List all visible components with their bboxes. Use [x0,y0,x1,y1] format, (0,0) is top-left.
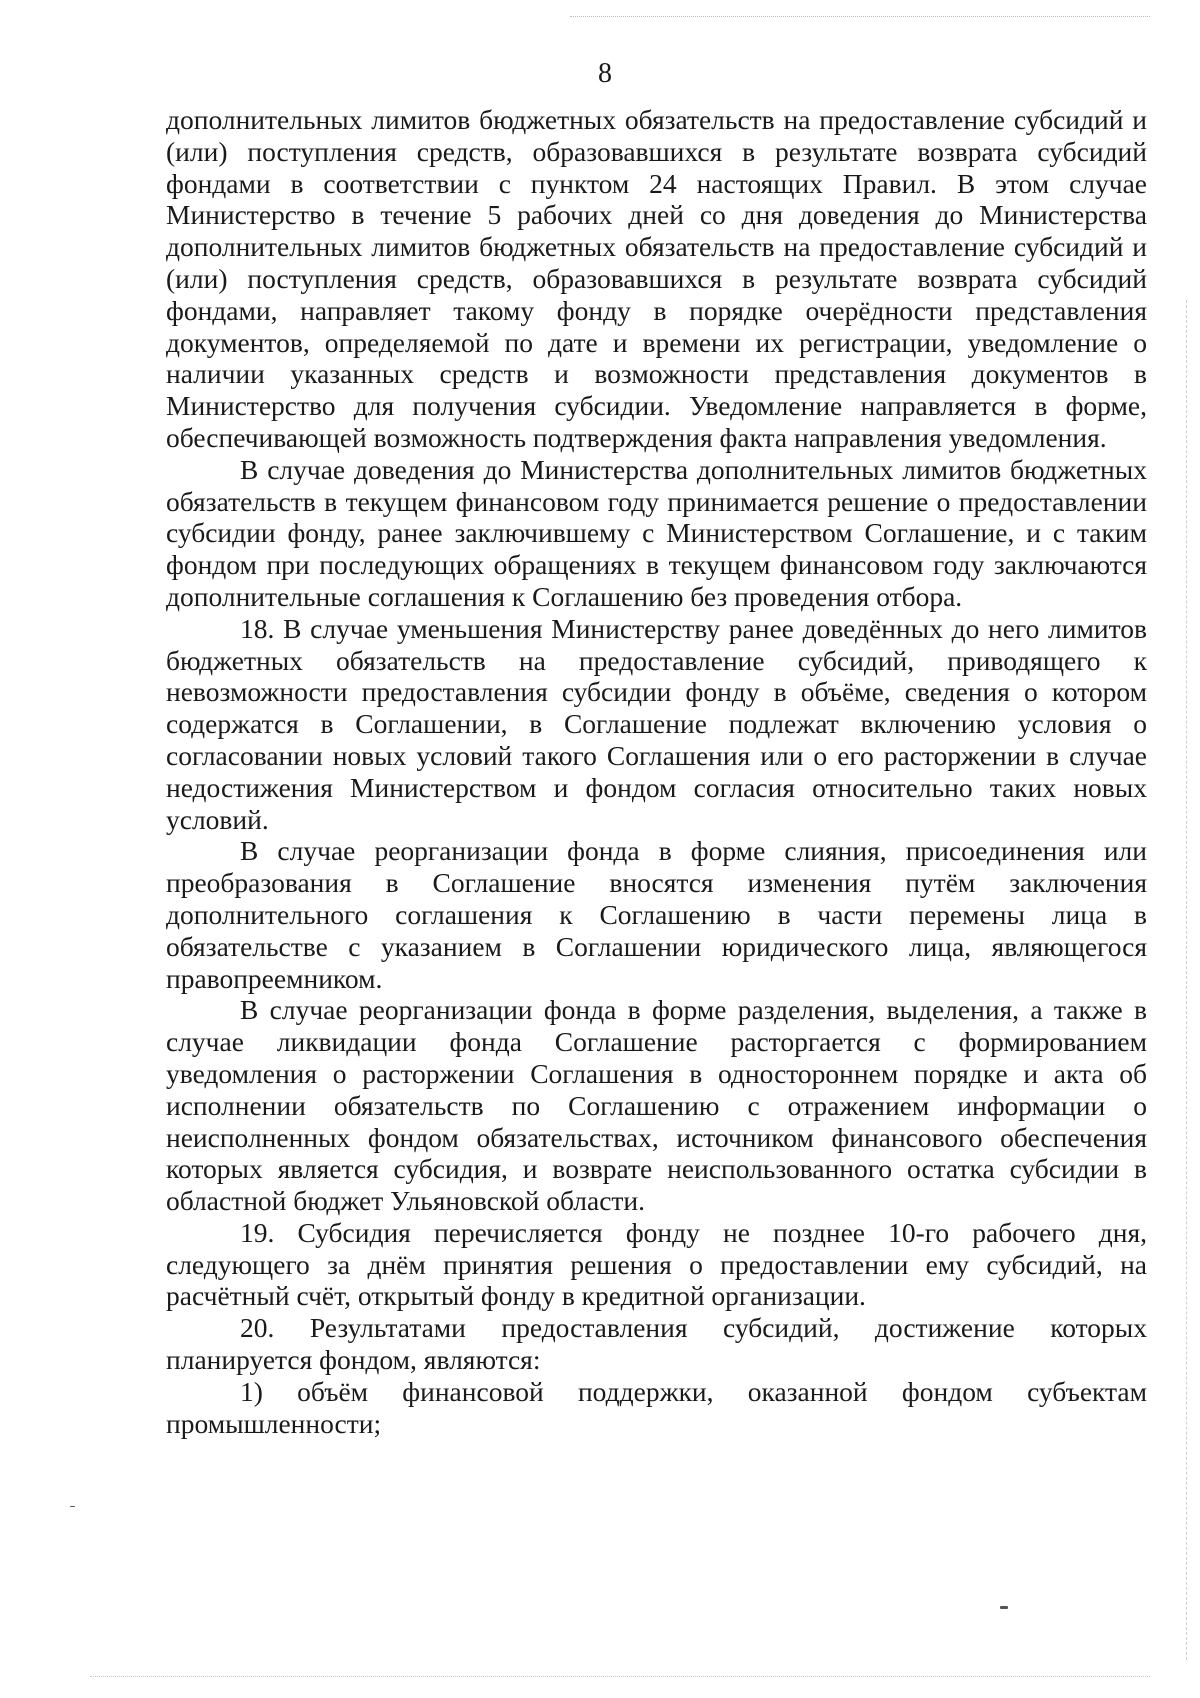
paragraph-result-1: 1) объём финансовой поддержки, оказанной фондом субъектам промышленности; [166,1375,1147,1439]
page-number: 8 [598,58,612,89]
paragraph-additional-limits: В случае доведения до Министерства дополнительных лимитов бюджетных обязательств в текущем финансовом году принимается решение о предоставлении субсидии фонду, ранее заключившему с Министерством Соглашение, и с таким фондом при последующих обращениях в текущем финансовом году заключаются дополнительные соглашения к Соглашению без проведения отбора. [166,453,1147,612]
scan-speck [1000,1606,1008,1609]
paragraph-item-18: 18. В случае уменьшения Министерству ранее доведённых до него лимитов бюджетных обязательств на предоставление субсидий, приводящего к невозможности предоставления субсидии фонду в объёме, сведения о котором содержатся в Соглашении, в Соглашение подлежат включению условия о согласовании новых условий такого Соглашения или о его расторжении в случае недостижения Министерством и фондом согласия относительно таких новых условий. [166,612,1147,835]
document-body [166,104,1147,1439]
paragraph-reorganization-division: В случае реорганизации фонда в форме разделения, выделения, а также в случае ликвидации фонда Соглашение расторгается с формированием уведомления о расторжении Соглашения в одностороннем порядке и акта об исполнении обязательств по Соглашению с отражением информации о неисполненных фондом обязательствах, источником финансового обеспечения которых является субсидия, и возврате неиспользованного остатка субсидии в областной бюджет Ульяновской области. [166,994,1147,1217]
paragraph-reorganization-merger: В случае реорганизации фонда в форме слияния, присоединения или преобразования в Соглашение вносятся изменения путём заключения дополнительного соглашения к Соглашению в части перемены лица в обязательстве с указанием в Соглашении юридического лица, являющегося правопреемником. [166,835,1147,994]
scan-edge-top [570,16,1150,17]
paragraph-item-20: 20. Результатами предоставления субсидий, достижение которых планируется фондом, являются: [166,1312,1147,1376]
scan-edge-bottom [90,1676,1150,1677]
scan-edge-right [1186,300,1187,1660]
paragraph-continuation: дополнительных лимитов бюджетных обязательств на предоставление субсидий и (или) поступления средств, образовавшихся в результате возврата субсидий фондами в соответствии с пунктом 24 настоящих Правил. В этом случае Министерство в течение 5 рабочих дней со дня доведения до Министерства дополнительных лимитов бюджетных обязательств на предоставление субсидий и (или) поступления средств, образовавшихся в результате возврата субсидий фондами, направляет такому фонду в порядке очерёдности представления документов, определяемой по дате и времени их регистрации, уведомление о наличии указанных средств и возможности представления документов в Министерство для получения субсидии. Уведомление направляется в форме, обеспечивающей возможность подтверждения факта направления уведомления. [166,104,1147,453]
paragraph-item-19: 19. Субсидия перечисляется фонду не позднее 10-го рабочего дня, следующего за днём принятия решения о предоставлении ему субсидий, на расчётный счёт, открытый фонду в кредитной организации. [166,1216,1147,1312]
scan-speck [70,1506,75,1507]
